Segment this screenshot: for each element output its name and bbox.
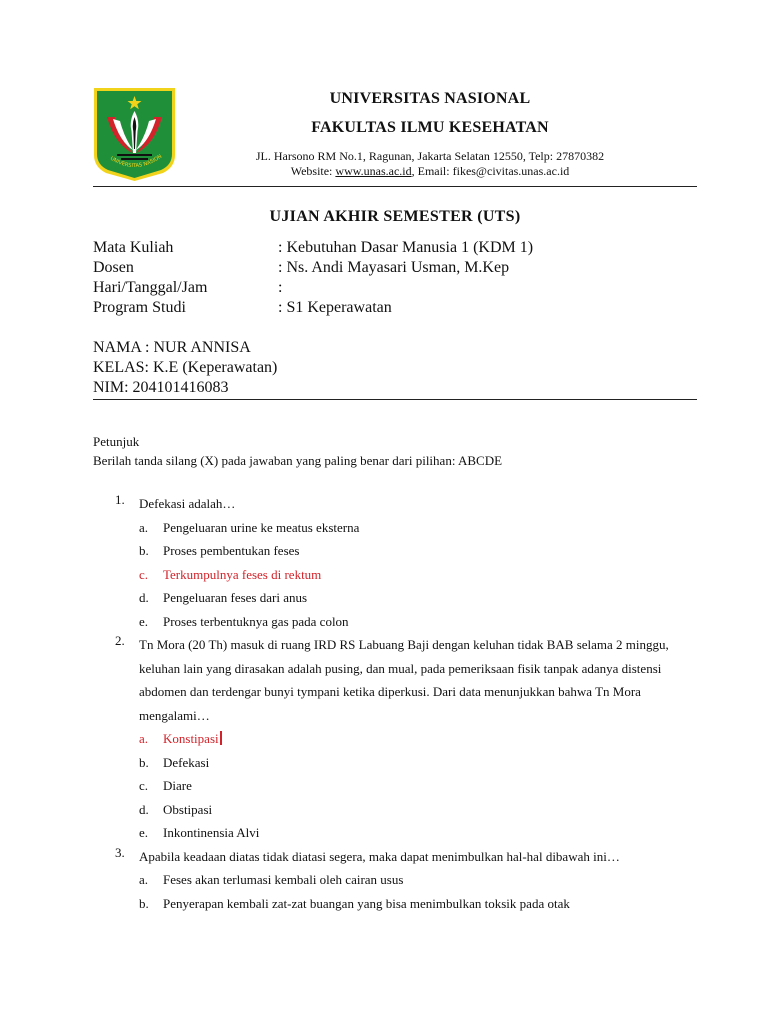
option-letter: d.	[139, 801, 149, 817]
option-letter: c.	[139, 778, 149, 793]
info-row-course	[93, 238, 533, 258]
website-label: Website:	[290, 164, 336, 178]
option-letter: e.	[139, 825, 149, 840]
address-block	[190, 149, 670, 179]
info-key: Hari/Tanggal/Jam	[93, 279, 208, 296]
info-row-lecturer	[93, 258, 533, 278]
option-selected[interactable]	[139, 563, 705, 587]
option[interactable]	[139, 892, 705, 916]
info-key: Mata Kuliah	[93, 239, 174, 256]
info-value: : Ns. Andi Mayasari Usman, M.Kep	[278, 259, 510, 276]
info-value: :	[278, 279, 283, 296]
address-line: JL. Harsono RM No.1, Ragunan, Jakarta Selatan 12550, Telp: 27870382	[255, 149, 605, 163]
question-number: 1.	[115, 492, 125, 507]
option-text: Proses terbentuknya gas pada colon	[163, 613, 349, 629]
student-class: KELAS: K.E (Keperawatan)	[93, 359, 278, 376]
option-list	[139, 727, 705, 845]
info-key: Dosen	[93, 259, 134, 276]
option-letter: a.	[139, 872, 149, 887]
student-nim: NIM: 204101416083	[93, 379, 229, 396]
option-letter: a.	[139, 731, 149, 746]
student-divider	[93, 399, 697, 400]
student-info	[93, 338, 277, 398]
logo-arc-text	[93, 87, 176, 182]
svg-text:UNIVERSITAS NASIONAL: UNIVERSITAS NASION	[108, 153, 164, 170]
option-text: Konstipasi	[163, 731, 219, 746]
question-number: 3.	[115, 844, 125, 860]
contact-line	[190, 164, 670, 179]
option-text: Diare	[163, 778, 192, 793]
question-list	[115, 492, 705, 915]
info-row-date	[93, 278, 533, 298]
option-text: Inkontinensia Alvi	[163, 825, 260, 840]
option-letter: b.	[139, 543, 149, 558]
question-text: Defekasi adalah…	[139, 496, 236, 511]
student-name: NAMA : NUR ANNISA	[93, 339, 251, 356]
option-text: Terkumpulnya feses di rektum	[163, 566, 322, 582]
option[interactable]	[139, 798, 705, 822]
option-letter: d.	[139, 590, 149, 605]
option[interactable]	[139, 610, 705, 634]
info-value: : Kebutuhan Dasar Manusia 1 (KDM 1)	[278, 239, 534, 256]
question-1	[115, 492, 705, 633]
question-3	[115, 845, 705, 916]
option-letter: b.	[139, 754, 149, 770]
header-divider	[93, 186, 697, 187]
email-address: fikes@civitas.unas.ac.id	[452, 164, 570, 178]
instructions	[93, 432, 502, 470]
option-list	[139, 868, 705, 915]
option[interactable]	[139, 539, 705, 563]
option[interactable]	[139, 868, 705, 892]
option[interactable]	[139, 774, 705, 798]
option-text: Obstipasi	[163, 801, 213, 817]
option-text: Pengeluaran urine ke meatus eksterna	[163, 519, 360, 535]
question-text: Tn Mora (20 Th) masuk di ruang IRD RS Labuang Baji dengan keluhan tidak BAB selama 2 minggu, keluhan lain yang dirasakan adalah pusing, dan mual, pada pemeriksaan fisik tanpak adanya distensi abdomen dan terdengar bunyi tympani ketika diperkusi. Dari data menunjukkan bahwa Tn Mora mengalami…	[139, 637, 669, 723]
option-letter: b.	[139, 895, 149, 911]
option-text: Proses pembentukan feses	[163, 543, 300, 558]
website-link[interactable]: www.unas.ac.id	[335, 164, 412, 178]
question-number: 2.	[115, 633, 125, 648]
text-cursor	[220, 731, 222, 745]
info-row-program	[93, 298, 533, 318]
question-text: Apabila keadaan diatas tidak diatasi segera, maka dapat menimbulkan hal-hal dibawah ini…	[139, 848, 620, 864]
exam-title: UJIAN AKHIR SEMESTER (UTS)	[269, 208, 521, 225]
info-key: Program Studi	[93, 299, 186, 316]
option[interactable]	[139, 821, 705, 845]
letterhead	[190, 88, 670, 179]
option-text: Defekasi	[163, 754, 210, 770]
option-text: Pengeluaran feses dari anus	[163, 590, 308, 605]
option-text: Feses akan terlumasi kembali oleh cairan usus	[163, 872, 404, 887]
question-2	[115, 633, 705, 845]
email-label: , Email:	[411, 164, 453, 178]
option[interactable]	[139, 751, 705, 775]
option-selected[interactable]	[139, 727, 705, 751]
option-list	[139, 516, 705, 634]
option[interactable]	[139, 516, 705, 540]
option-letter: c.	[139, 566, 149, 582]
option-letter: a.	[139, 519, 149, 535]
instructions-text: Berilah tanda silang (X) pada jawaban yang paling benar dari pilihan: ABCDE	[93, 453, 503, 468]
option-text: Penyerapan kembali zat-zat buangan yang bisa menimbulkan toksik pada otak	[163, 895, 570, 911]
instructions-title: Petunjuk	[93, 434, 140, 449]
option-letter: e.	[139, 613, 149, 629]
info-value: : S1 Keperawatan	[278, 299, 392, 316]
university-name: UNIVERSITAS NASIONAL	[329, 90, 531, 107]
option[interactable]	[139, 586, 705, 610]
faculty-name: FAKULTAS ILMU KESEHATAN	[311, 119, 549, 136]
course-info	[93, 238, 533, 318]
